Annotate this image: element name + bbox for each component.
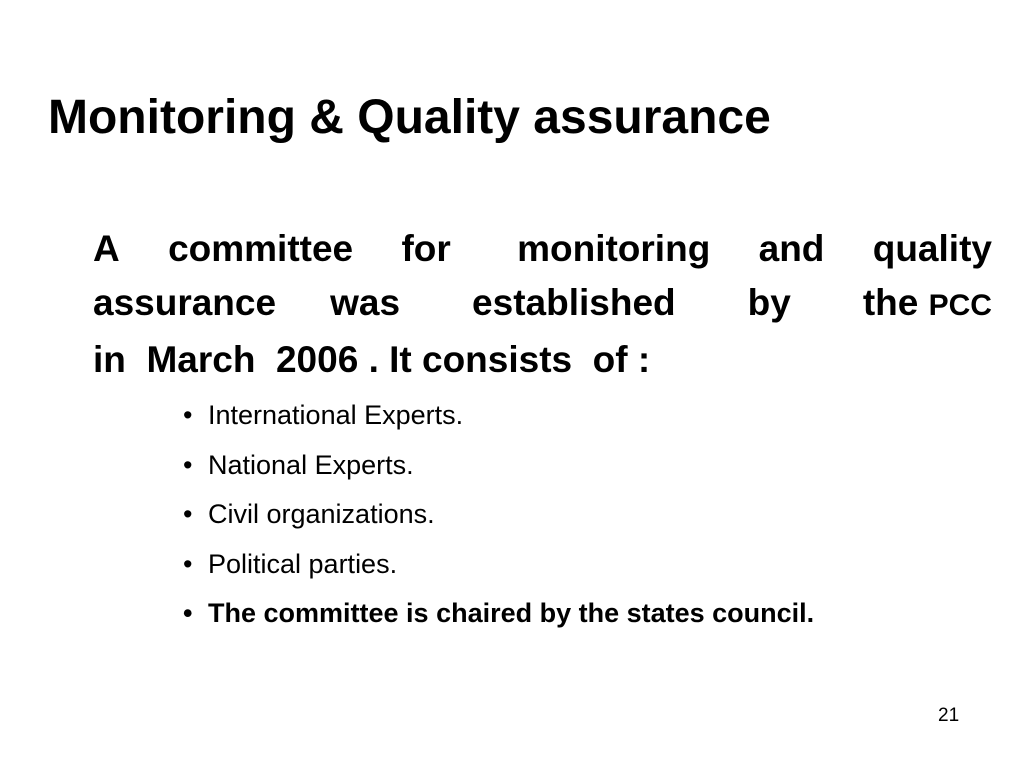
intro-word: was	[330, 282, 401, 323]
intro-word-with-abbreviation	[863, 276, 992, 333]
bullet-glyph: •	[183, 499, 193, 529]
intro-line-2	[93, 276, 992, 333]
intro-word: monitoring	[517, 228, 711, 269]
list-item	[183, 490, 814, 540]
intro-line-3: in March 2006 . It consists of :	[93, 339, 651, 380]
intro-word: for	[401, 228, 451, 269]
intro-word: established	[472, 282, 676, 323]
bullet-glyph: •	[183, 548, 193, 579]
intro-word: assurance	[93, 282, 277, 323]
list-item-chair	[183, 589, 814, 639]
list-item-text: National Experts.	[208, 449, 414, 480]
page-number: 21	[938, 705, 960, 726]
intro-word: committee	[168, 228, 354, 269]
pcc-abbreviation: PCC	[928, 289, 992, 322]
list-item	[183, 441, 814, 491]
slide-title: Monitoring & Quality assurance	[48, 91, 771, 144]
intro-word: A	[93, 228, 120, 269]
list-item-text: International Experts.	[208, 400, 464, 430]
bullet-glyph: •	[183, 400, 193, 430]
list-item-text: The committee is chaired by the states council.	[208, 598, 815, 628]
list-item	[183, 540, 814, 590]
intro-word: quality	[872, 228, 992, 269]
intro-word: and	[758, 228, 825, 269]
list-item	[183, 391, 814, 441]
intro-line-1	[93, 222, 992, 276]
list-item-text: Civil organizations.	[208, 499, 435, 529]
intro-word: the	[862, 282, 919, 323]
bullet-glyph: •	[183, 449, 193, 480]
intro-word: by	[747, 282, 791, 323]
bullet-list	[183, 391, 814, 639]
intro-paragraph	[93, 222, 992, 387]
list-item-text: Political parties.	[208, 548, 398, 579]
bullet-glyph: •	[183, 598, 193, 628]
